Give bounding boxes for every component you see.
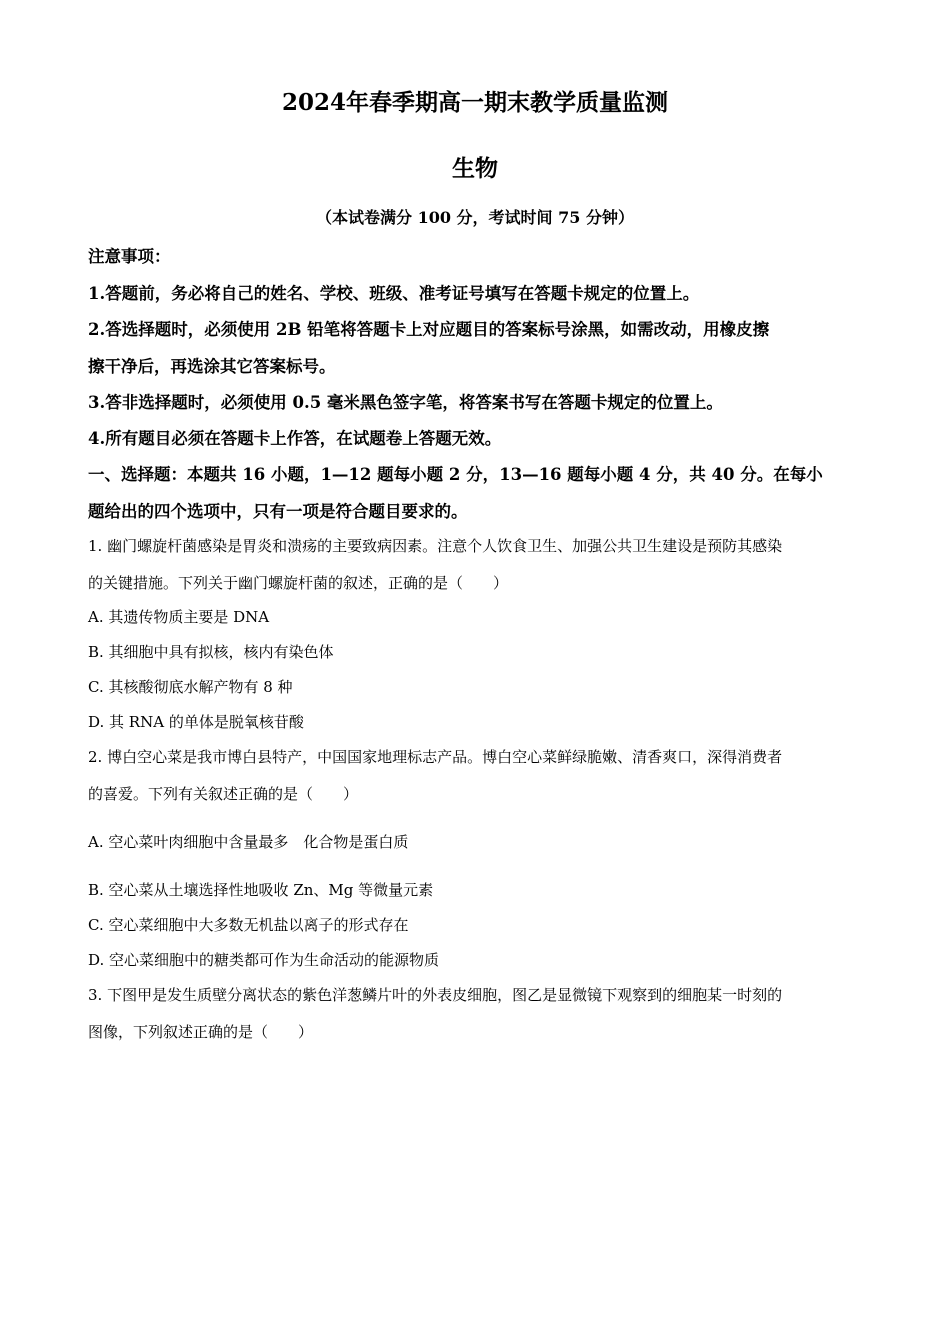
question-1-option-a: A. 其遗传物质主要是 DNA [88,608,270,626]
question-3-stem: 3. 下图甲是发生质壁分离状态的紫色洋葱鳞片叶的外表皮细胞，图乙是显微镜下观察到的细胞某一时刻的 [88,986,783,1004]
question-2-option-b: B. 空心菜从土壤选择性地吸收 Zn、Mg 等微量元素 [88,881,434,899]
question-1-option-c: C. 其核酸彻底水解产物有 8 种 [88,678,293,696]
question-2-option-a: A. 空心菜叶肉细胞中含量最多 化合物是蛋白质 [88,833,409,851]
question-1-stem-cont: 的关键措施。下列关于幽门螺旋杆菌的叙述，正确的是（ ） [88,574,509,592]
section-heading-cont: 题给出的四个选项中，只有一项是符合题目要求的。 [88,502,468,521]
note-item: 4.所有题目必须在答题卡上作答，在试题卷上答题无效。 [88,429,502,448]
notes-heading: 注意事项： [88,247,171,266]
exam-title: 2024年春季期高一期末教学质量监测 [281,89,668,116]
note-item: 3.答非选择题时，必须使用 0.5 毫米黑色签字笔，将答案书写在答题卡规定的位置上。 [88,393,723,412]
question-3-stem-cont: 图像，下列叙述正确的是（ ） [88,1023,314,1041]
note-item: 1.答题前，务必将自己的姓名、学校、班级、准考证号填写在答题卡规定的位置上。 [88,284,700,303]
subject-title: 生物 [452,155,498,182]
section-heading: 一、选择题：本题共 16 小题，1—12 题每小题 2 分，13—16 题每小题 4 分，共 40 分。在每小 [88,465,823,484]
question-1-option-d: D. 其 RNA 的单体是脱氧核苷酸 [88,713,304,731]
question-2-option-c: C. 空心菜细胞中大多数无机盐以离子的形式存在 [88,916,409,934]
question-2-option-d: D. 空心菜细胞中的糖类都可作为生命活动的能源物质 [88,951,440,969]
question-2-stem: 2. 博白空心菜是我市博白县特产，中国国家地理标志产品。博白空心菜鲜绿脆嫩、清香爽口，深得消费者 [88,748,783,766]
exam-info: （本试卷满分 100 分，考试时间 75 分钟） [316,208,634,227]
question-1-option-b: B. 其细胞中具有拟核，核内有染色体 [88,643,334,661]
question-2-stem-cont: 的喜爱。下列有关叙述正确的是（ ） [88,785,359,803]
note-item: 2.答选择题时，必须使用 2B 铅笔将答题卡上对应题目的答案标号涂黑，如需改动，用橡皮擦 [88,320,770,339]
question-1-stem: 1. 幽门螺旋杆菌感染是胃炎和溃疡的主要致病因素。注意个人饮食卫生、加强公共卫生建设是预防其感染 [88,537,783,555]
note-item: 擦干净后，再选涂其它答案标号。 [88,357,336,376]
